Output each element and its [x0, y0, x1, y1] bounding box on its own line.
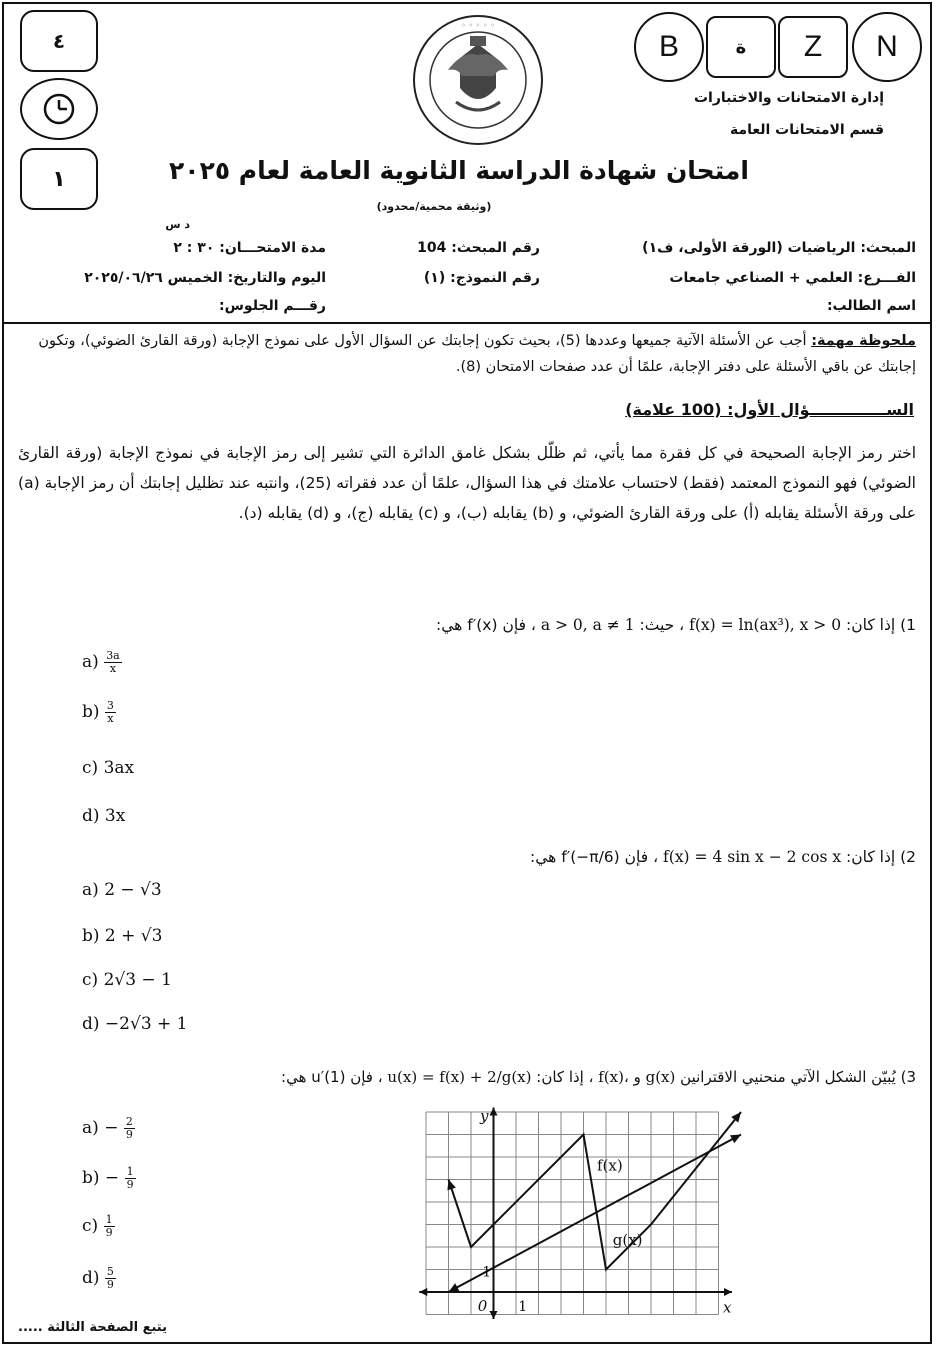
exam-date: اليوم والتاريخ: الخميس ٢٠٢٥/٠٦/٢٦: [84, 270, 326, 286]
item-2-stem: [18, 842, 916, 872]
question-1-instructions: اختر رمز الإجابة الصحيحة في كل فقرة مما يأتي، ثم ظلّل بشكل غامق الدائرة التي تشير إلى رمز الإجابة في نموذج الإجابة (ورقة القارئ الضوئي) فهو النموذج المعتمد (فقط) لاحتساب علامتك في هذا السؤال، علمًا أن عدد فقراته (25)، وانتبه عند تظليل إجابتك أن رمز الإجابة (a) على ورقة الأسئلة يقابله (أ) على ورقة القارئ الضوئي، و (b) يقابله (ب)، و (c) يقابله (ج)، و (d) يقابله (د).: [18, 444, 916, 522]
graph-axes: [419, 1108, 732, 1320]
exam-page: [2, 2, 932, 1344]
item-2-option-a[interactable]: [82, 880, 162, 900]
item-1-condition-label: ، حيث:: [639, 616, 685, 634]
item-2-option-b[interactable]: [82, 926, 162, 946]
item-2-prefix: 2) إذا كان:: [846, 848, 916, 866]
option-fraction: $\frac{5}{9}$: [106, 1265, 114, 1291]
item-1-option-d[interactable]: [82, 806, 125, 826]
item-1-function: f(x) = ln(ax³), x > 0: [689, 616, 842, 634]
seat-number-label: رقـــم الجلوس:: [219, 298, 326, 314]
student-name-label: اسم الطالب:: [826, 298, 916, 314]
item-3-functions: f(x)، و g(x): [598, 1068, 676, 1086]
f-arrow-left: [447, 1180, 456, 1191]
x-axis-arrow-left: [419, 1288, 427, 1296]
option-letter: d): [82, 1268, 100, 1288]
option-text: 2 − √3: [104, 880, 162, 900]
option-fraction: $\frac{3a}{x}$: [106, 649, 120, 675]
important-note: [18, 328, 916, 380]
clock-icon: [20, 78, 98, 140]
continue-footer: يتبع الصفحة الثالثة .....: [18, 1320, 167, 1335]
ministry-seal: [408, 10, 548, 150]
code-letters-group: [634, 12, 922, 78]
item-1-option-b[interactable]: [82, 700, 116, 725]
option-letter: c): [82, 758, 99, 778]
item-1-condition: a > 0, a ≠ 1: [540, 616, 635, 634]
g-label: g(x): [612, 1230, 643, 1249]
subject-number: رقم المبحث: 104: [417, 240, 540, 256]
x-axis-arrow: [724, 1288, 732, 1296]
branch-label: الفـــرع: العلمي + الصناعي جامعات: [669, 270, 916, 286]
origin-label: 0: [477, 1297, 488, 1316]
x-axis-label: x: [723, 1298, 732, 1317]
item-1-option-c[interactable]: [82, 758, 134, 778]
code-letter-ta: ة: [706, 16, 776, 78]
question-1-heading: الســــــــــــــؤال الأول: (100 علامة): [625, 400, 914, 419]
code-letter-n: N: [852, 12, 922, 82]
header-divider: [4, 322, 930, 324]
item-1-option-a[interactable]: [82, 650, 122, 675]
item-3-option-c[interactable]: [82, 1214, 115, 1239]
page-number-box: ٤: [20, 10, 98, 72]
item-1-suffix: ، فإن f′(x) هي:: [436, 616, 536, 634]
model-number-box: ١: [20, 148, 98, 210]
option-fraction: $\frac{1}{9}$: [105, 1213, 113, 1239]
y-axis-label: y: [480, 1107, 489, 1125]
item-3-option-d[interactable]: [82, 1266, 116, 1291]
option-text: 3x: [104, 806, 126, 826]
option-letter: b): [82, 702, 100, 722]
f-label: f(x): [597, 1156, 623, 1175]
item-2-option-c[interactable]: [82, 970, 172, 990]
option-letter: c): [82, 1216, 99, 1236]
option-sign: −: [104, 1168, 120, 1188]
exam-duration: مدة الامتحـــان: ٣٠ : ٢: [173, 240, 326, 256]
item-2-suffix: ، فإن f′(−π/6) هي:: [529, 848, 659, 866]
item-3-condition-label: ، إذا كان:: [536, 1068, 594, 1086]
code-letter-b: B: [634, 12, 704, 82]
item-3-suffix: ، فإن u′(1) هي:: [281, 1068, 383, 1086]
y-unit-label: 1: [482, 1264, 492, 1281]
dept-line-2: قسم الامتحانات العامة: [729, 122, 884, 138]
exam-title: امتحان شهادة الدراسة الثانوية العامة لعام ٢٠٢٥: [169, 156, 749, 185]
duration-units: د س: [165, 218, 190, 231]
item-1-prefix: 1) إذا كان:: [846, 616, 916, 634]
item-3-stem: [18, 1062, 916, 1092]
option-fraction: $\frac{3}{x}$: [106, 699, 114, 725]
option-letter: d): [82, 1014, 100, 1034]
note-text: أجب عن الأسئلة الآتية جميعها وعددها (5)، بحيث تكون إجابتك عن السؤال الأول على نموذج الإجابة (ورقة القارئ الضوئي)، وتكون إجابتك عن باقي الأسئلة على دفتر الإجابة، علمًا أن عدد صفحات الامتحان (8).: [38, 333, 916, 375]
option-letter: c): [82, 970, 99, 990]
model-number: رقم النموذج: (١): [423, 270, 540, 286]
option-sign: −: [104, 1118, 119, 1138]
option-letter: b): [82, 1168, 100, 1188]
option-text: 3ax: [103, 758, 135, 778]
option-text: −2√3 + 1: [104, 1014, 188, 1034]
note-label: ملحوظة مهمة:: [811, 333, 916, 349]
option-fraction: $\frac{1}{9}$: [126, 1165, 134, 1191]
functions-graph: [418, 1107, 732, 1317]
option-letter: b): [82, 926, 100, 946]
option-letter: d): [82, 806, 100, 826]
item-3-definition: u(x) = f(x) + 2/g(x): [387, 1068, 532, 1086]
graph-grid: [426, 1112, 719, 1315]
subject-label: المبحث: الرياضيات (الورقة الأولى، ف١): [642, 240, 916, 256]
dept-line-1: إدارة الامتحانات والاختبارات: [693, 90, 884, 106]
item-3-option-a[interactable]: [82, 1116, 135, 1141]
graph-svg: [418, 1107, 732, 1317]
option-letter: a): [82, 652, 99, 672]
option-letter: a): [82, 1118, 99, 1138]
option-letter: a): [82, 880, 99, 900]
item-2-function: f(x) = 4 sin x − 2 cos x: [663, 848, 842, 866]
f-curve: [449, 1112, 742, 1270]
exam-subtitle: (وثيقة محمية/محدود): [376, 200, 492, 213]
option-fraction: $\frac{2}{9}$: [125, 1115, 133, 1141]
item-3-prefix: 3) يُبيّن الشكل الآتي منحنيي الاقترانين: [680, 1068, 916, 1086]
g-curve: [449, 1135, 742, 1293]
x-unit-label: 1: [518, 1299, 528, 1316]
item-1-stem: [18, 610, 916, 640]
option-text: 2 + √3: [104, 926, 163, 946]
item-2-option-d[interactable]: [82, 1014, 188, 1034]
item-3-option-b[interactable]: [82, 1166, 136, 1191]
code-letter-z: Z: [778, 16, 848, 78]
svg-text:◦ ◦ ◦ ◦ ◦: ◦ ◦ ◦ ◦ ◦: [461, 21, 495, 30]
option-text: 2√3 − 1: [103, 970, 172, 990]
